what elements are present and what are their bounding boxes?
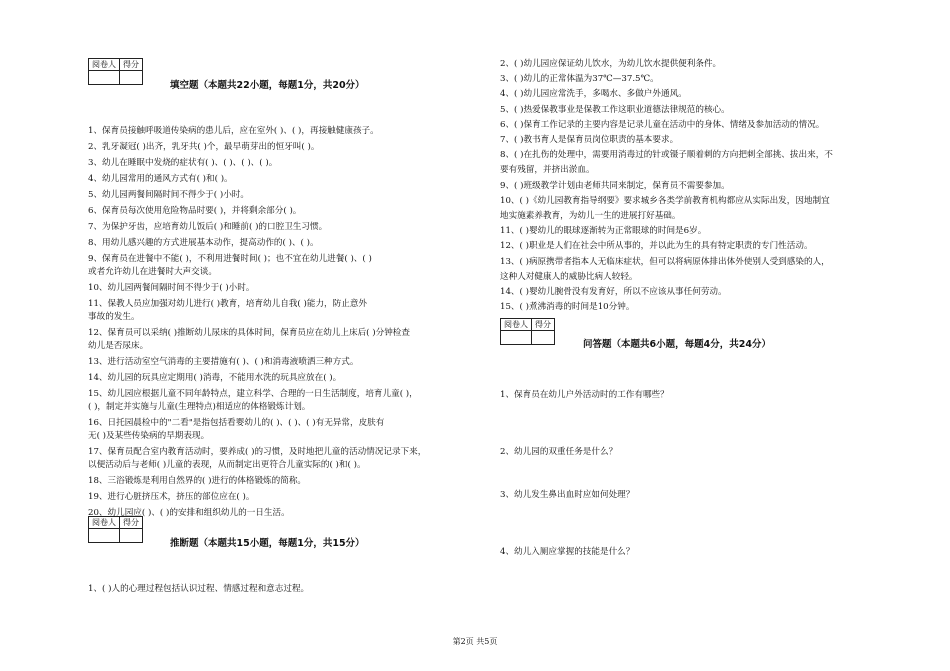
fill-question-line: 14、幼儿园的玩具应定期用( )消毒，不能用水洗的玩具应放在( )。: [88, 373, 342, 383]
judge-question-line: 地实施素养教育，为幼儿一生的进展打好基础。: [500, 211, 681, 221]
qa-question-line: 2、幼儿园的双重任务是什么？: [500, 447, 618, 457]
fill-question-line: 10、幼儿园两餐间隔时间不得少于( )小时。: [88, 283, 255, 293]
fill-question-line: 事故的发生。: [88, 312, 140, 322]
judge-question-line: 10、( )《幼儿园教育指导纲要》要求城乡各类学前教育机构都应从实际出发，因地制宜: [500, 195, 830, 206]
fill-question-line: 6、保育员每次使用危险物品时要( )，并将剩余部分( )。: [88, 206, 302, 216]
score-box-fill: [88, 58, 143, 85]
judge-question-line: 这种人对健康人的威胁比病人较轻。: [500, 271, 638, 282]
qa-question-line: 4、幼儿入厕应掌握的技能是什么？: [500, 547, 635, 557]
fill-question-line: 幼儿是否尿床。: [88, 341, 149, 351]
judge-question-line: 11、( )婴幼儿的眼球逐渐转为正常眼球的时间是6岁。: [500, 226, 707, 237]
score-box-label-score: 得分: [120, 517, 143, 529]
score-box-cell-score: [532, 331, 555, 345]
score-box-cell-score: [120, 529, 143, 543]
judge-question-line: 6、( )保育工作记录的主要内容是记录儿童在活动中的身体、情绪及参加活动的情况。: [500, 119, 825, 130]
judge-question-line: 13、( )病原携带者指本人无临床症状，但可以将病原体排出体外使别人受到感染的人，: [500, 256, 830, 267]
fill-question-line: 以便活动后与老师( )儿童的表现，从而制定出更符合儿童实际的( )和( )。: [88, 460, 366, 470]
fill-question-line: 12、保育员可以采纳( )推断幼儿尿床的具体时间，保育员应在幼儿上床后( )分钟检查: [88, 328, 410, 338]
qa-question-line: 3、幼儿发生鼻出血时应如何处理？: [500, 490, 635, 500]
judge-question-line: 12、( )职业是人们在社会中所从事的，并以此为生的具有特定职责的专门性活动。: [500, 241, 813, 252]
judge-question-line: 14、( )婴幼儿腕骨没有发育好，所以不应该从事任何劳动。: [500, 287, 727, 297]
fill-question-line: 1、保育员接触呼吸道传染病的患儿后，应在室外( )、( )，再接触健康孩子。: [88, 126, 379, 136]
fill-question-line: 5、幼儿园两餐间隔时间不得少于( )小时。: [88, 190, 249, 200]
score-box-qa: [500, 318, 555, 345]
fill-question-line: 4、幼儿园常用的通风方式有( )和( )。: [88, 174, 233, 184]
score-box-label-grader: 阅卷人: [501, 319, 532, 331]
fill-question-line: 18、三浴锻炼是利用自然界的( )进行的体格锻炼的简称。: [88, 476, 307, 486]
score-box-label-score: 得分: [532, 319, 555, 331]
fill-question-line: 16、日托园晨检中的"二看"是指包括看婴幼儿的( )、( )、( )有无异常，皮肤有: [88, 418, 385, 428]
fill-question-line: 11、保教人员应加强对幼儿进行( )教育，培育幼儿自我( )能力，防止意外: [88, 299, 368, 309]
qa-section-heading: 问答题（本题共6小题，每题4分，共24分）: [583, 339, 771, 350]
score-box-cell-grader: [501, 331, 532, 345]
judge-question-line: 15、( )煮沸消毒的时间是10分钟。: [500, 302, 635, 313]
fill-question-line: 17、保育员配合室内教育活动时，要养成( )的习惯，及时地把儿童的活动情况记录下来，: [88, 447, 427, 457]
fill-question-line: ( )，制定并实施与儿童(生理特点)相适应的体格锻炼计划。: [88, 402, 311, 412]
score-box-label-grader: 阅卷人: [89, 59, 120, 71]
fill-question-line: 或者允许幼儿在进餐时大声交谈。: [88, 267, 217, 277]
judge-section-heading: 推断题（本题共15小题，每题1分，共15分）: [170, 538, 365, 549]
fill-question-line: 19、进行心脏挤压术，挤压的部位应在( )。: [88, 492, 255, 502]
fill-question-line: 2、乳牙凝冠( )出齐，乳牙共( )个，最早萌芽出的恒牙叫( )。: [88, 142, 320, 152]
judge-question-line: 8、( )在扎伤的处理中，需要用消毒过的针或镊子顺着刺的方向把刺全部挑、拔出来，不: [500, 150, 833, 161]
fill-question-line: 无( )及某些传染病的早期表现。: [88, 431, 210, 441]
judge-question-line: 5、( )热爱保教事业是保教工作这职业道德法律规范的核心。: [500, 104, 730, 115]
judge-question-line: 7、( )教书育人是保育员岗位职责的基本要求。: [500, 135, 679, 145]
qa-question-line: 1、保育员在幼儿户外活动时的工作有哪些？: [500, 390, 669, 400]
fill-question-line: 8、用幼儿感兴趣的方式进展基本动作，提高动作的( )、( )。: [88, 238, 319, 248]
score-box-cell-score: [120, 71, 143, 85]
fill-question-line: 7、为保护牙齿，应培育幼儿饭后( )和睡前( )的口腔卫生习惯。: [88, 222, 328, 232]
judge-question-line: 4、( )幼儿园应常洗手，多喝水、多做户外通风。: [500, 89, 687, 100]
judge-question-line: 9、( )班级教学计划由老师共同来制定，保育员不需要参加。: [500, 180, 730, 191]
judge-question-line: 要有残留，并挤出淤血。: [500, 165, 595, 176]
fill-section-heading: 填空题（本题共22小题，每题1分，共20分）: [170, 80, 365, 91]
score-box-cell-grader: [89, 529, 120, 543]
fill-question-line: 9、保育员在进餐中不能( )，不利用进餐时间( )；也不宜在幼儿进餐( )、( ): [88, 254, 372, 264]
judge-question-line: 2、( )幼儿园应保证幼儿饮水，为幼儿饮水提供便利条件。: [500, 59, 722, 69]
score-box-judge: [88, 516, 143, 543]
score-box-label-score: 得分: [120, 59, 143, 71]
judge-question-line: 3、( )幼儿的正常体温为37℃—37.5℃。: [500, 74, 659, 85]
fill-question-line: 3、幼儿在睡眠中发烧的症状有( )、( )、( )、( )。: [88, 158, 278, 168]
page-footer: 第2页 共5页: [452, 637, 498, 646]
fill-question-line: 13、进行活动室空气消毒的主要措施有( )、( )和消毒液喷洒三种方式。: [88, 357, 359, 367]
score-box-cell-grader: [89, 71, 120, 85]
fill-question-line: 15、幼儿园应根据儿童不同年龄特点，建立科学、合理的一日生活制度，培育儿童( )，: [88, 389, 418, 399]
judge-question-line: 1、( )人的心理过程包括认识过程、情感过程和意志过程。: [88, 584, 310, 594]
score-box-label-grader: 阅卷人: [89, 517, 120, 529]
fill-question-line: 20、幼儿园应( )、( )的安排和组织幼儿的一日生活。: [88, 508, 290, 518]
